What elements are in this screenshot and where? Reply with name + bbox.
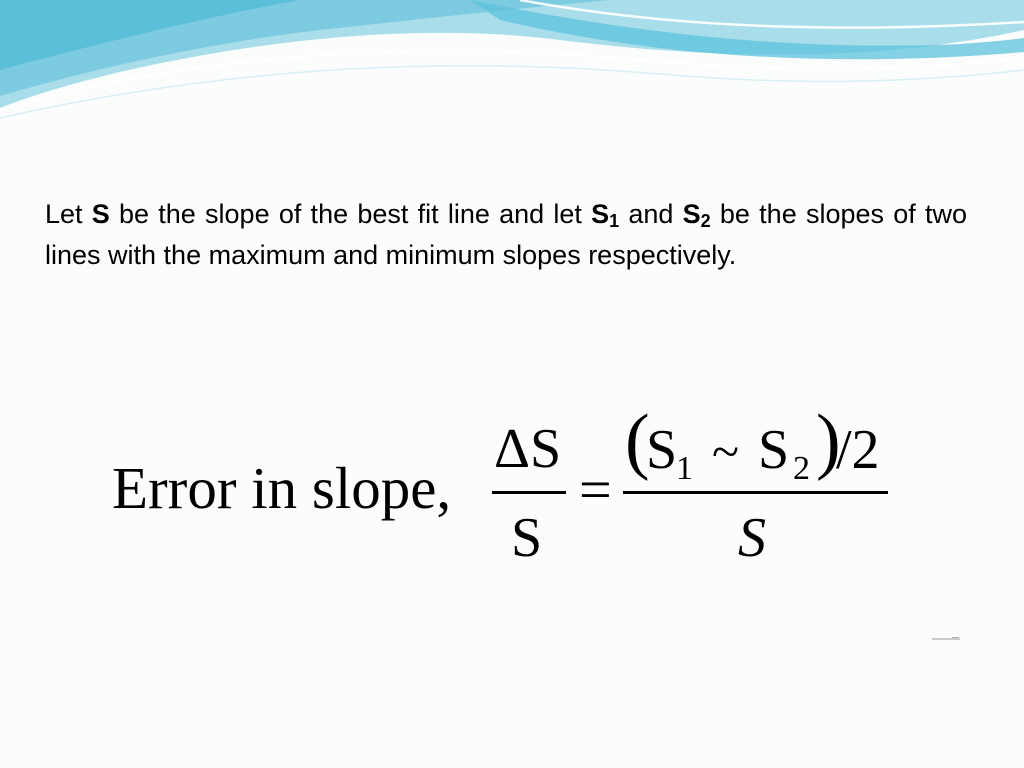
formula-label: Error in slope, bbox=[112, 455, 452, 521]
tiny-equation-mark bbox=[932, 637, 960, 641]
text-let: Let bbox=[45, 199, 92, 229]
equals-sign: = bbox=[579, 457, 612, 522]
fraction-bar-right bbox=[623, 491, 888, 494]
symbol-s1-letter: S bbox=[591, 199, 610, 229]
close-parenthesis: ) bbox=[816, 400, 841, 482]
symbol-s: S bbox=[91, 199, 110, 229]
s-denominator-right: S bbox=[738, 507, 766, 569]
symbol-s1-subscript: 1 bbox=[609, 211, 620, 231]
symbol-s2-subscript: 2 bbox=[700, 211, 711, 231]
text-best-fit: be the slope of the best fit line and let bbox=[109, 199, 592, 229]
fraction-bar-left bbox=[492, 491, 566, 494]
text-slopes: be the slopes of two lines with the maximum and minimum slopes respectively. bbox=[45, 199, 967, 270]
s2-symbol: S bbox=[758, 419, 790, 481]
symbol-s2-letter: S bbox=[682, 199, 701, 229]
s2-subscript: 2 bbox=[793, 450, 810, 487]
tilde-operator: ~ bbox=[712, 423, 740, 479]
s-denominator-left: S bbox=[511, 507, 543, 569]
divide-by-two: /2 bbox=[836, 419, 880, 481]
open-parenthesis: ( bbox=[625, 400, 650, 482]
text-and: and bbox=[619, 199, 683, 229]
s1-symbol: S bbox=[646, 419, 678, 481]
delta-s-numerator: ΔS bbox=[494, 418, 562, 480]
s1-subscript: 1 bbox=[676, 450, 693, 487]
